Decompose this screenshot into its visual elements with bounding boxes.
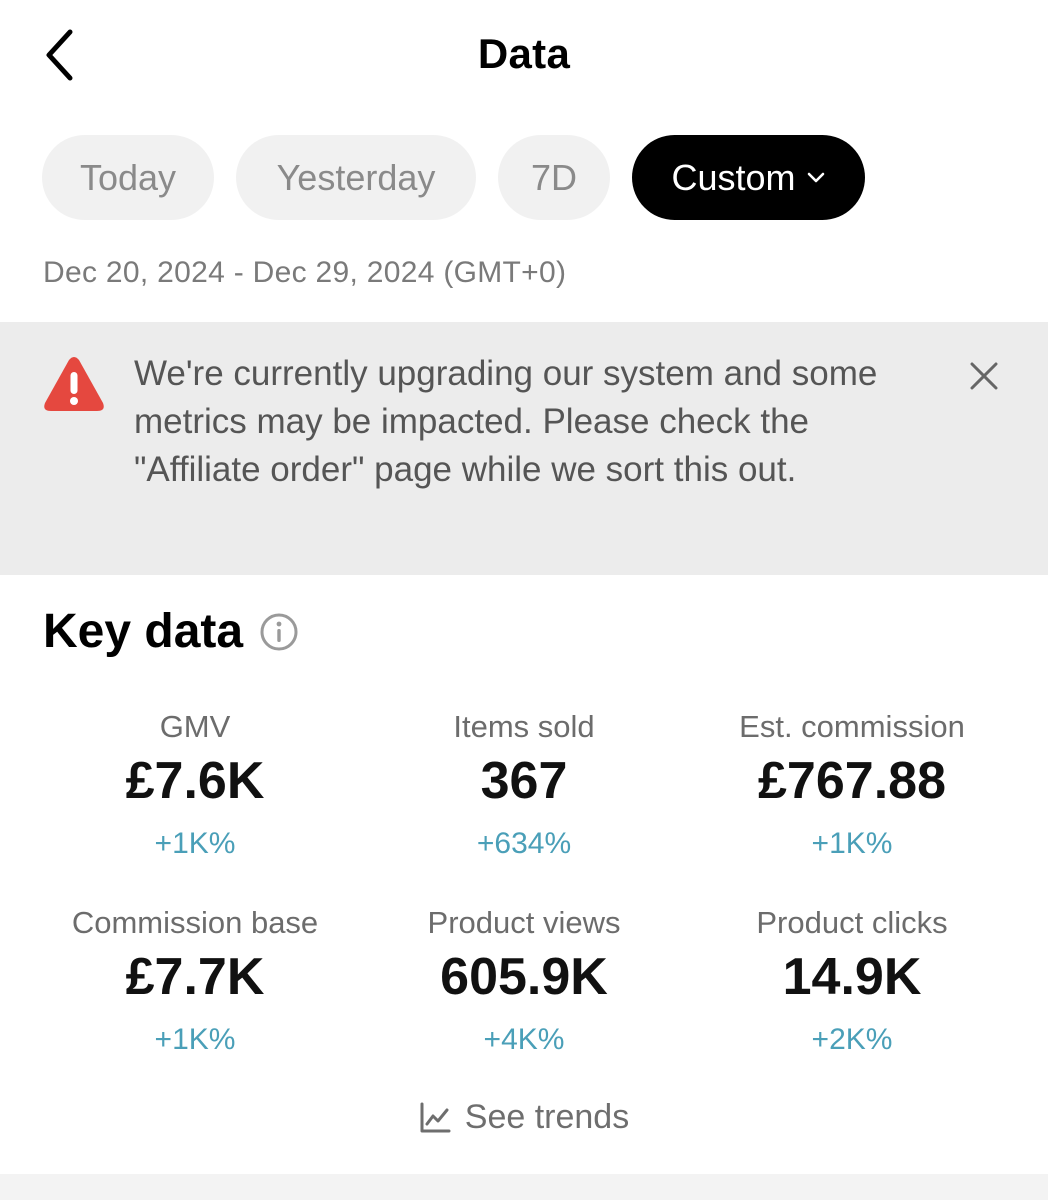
close-notice-button[interactable] [962, 354, 1006, 398]
warning-icon [43, 355, 105, 413]
metric-value: 367 [480, 752, 568, 810]
metric-value: £7.6K [125, 752, 265, 810]
chip-label: 7D [530, 156, 578, 198]
chip-7d[interactable] [498, 135, 610, 220]
chip-label: Today [79, 156, 177, 198]
page-title: Data [477, 30, 571, 77]
chip-yesterday[interactable] [236, 135, 476, 220]
date-range-label: Dec 20, 2024 - Dec 29, 2024 (GMT+0) [43, 256, 567, 289]
metric-change: +1K% [154, 1023, 236, 1056]
metric-change: +4K% [483, 1023, 565, 1056]
metric-value: £7.7K [125, 948, 265, 1006]
section-divider [0, 1174, 1048, 1200]
metric-label: Product views [427, 905, 621, 940]
metric-label: Items sold [453, 709, 595, 744]
metric-change: +1K% [154, 827, 236, 860]
chip-custom[interactable] [632, 135, 865, 220]
date-filter-chips [42, 135, 865, 220]
close-icon [969, 361, 999, 391]
chip-label: Yesterday [276, 156, 436, 198]
line-chart-icon [419, 1102, 451, 1134]
metric-value: £767.88 [758, 752, 946, 810]
see-trends-label: See trends [464, 1098, 630, 1136]
chip-label: Custom [671, 156, 796, 198]
info-icon[interactable] [259, 612, 299, 652]
metric-value: 605.9K [440, 948, 608, 1006]
metric-commission-base[interactable] [30, 902, 360, 1060]
notice-message: We're currently upgrading our system and some metrics may be impacted. Please check the "Affiliate order" page while we sort this out. [134, 354, 878, 489]
metric-label: Est. commission [739, 709, 965, 744]
metric-label: Commission base [71, 905, 319, 940]
chevron-down-icon [806, 171, 826, 185]
metric-label: Product clicks [756, 905, 948, 940]
header [0, 0, 1048, 112]
chip-today[interactable] [42, 135, 214, 220]
metric-value: 14.9K [782, 948, 922, 1006]
section-title-text: Key data [43, 605, 244, 658]
metric-product-views[interactable] [360, 902, 688, 1060]
metric-change: +2K% [811, 1023, 893, 1056]
key-metrics-grid [30, 706, 1016, 1060]
metric-change: +1K% [811, 827, 893, 860]
metric-est-commission[interactable] [688, 706, 1016, 864]
metric-change: +634% [476, 827, 572, 860]
metric-gmv[interactable] [30, 706, 360, 864]
metric-items-sold[interactable] [360, 706, 688, 864]
see-trends-link[interactable] [0, 1098, 1048, 1137]
key-data-title [43, 604, 299, 659]
metric-product-clicks[interactable] [688, 902, 1016, 1060]
metric-label: GMV [159, 709, 231, 744]
